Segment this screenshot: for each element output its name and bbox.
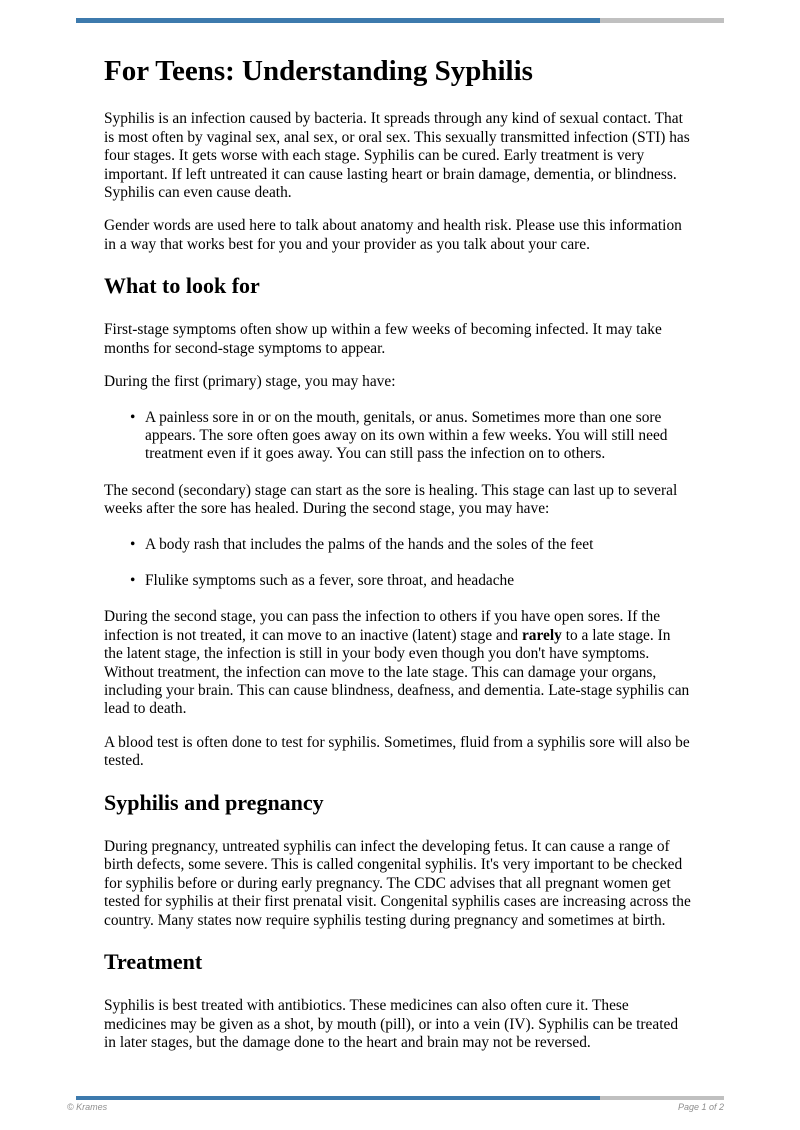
paragraph-blood-test: A blood test is often done to test for syphilis. Sometimes, fluid from a syphilis sore will also be tested. bbox=[104, 733, 690, 770]
bullet-list-secondary-stage bbox=[104, 536, 693, 591]
top-rule-bar bbox=[76, 18, 724, 23]
top-rule-bar-gray-segment bbox=[600, 18, 724, 23]
footer-rule-bar-blue-segment bbox=[76, 1096, 600, 1100]
paragraph-primary-stage-lead: During the first (primary) stage, you may have: bbox=[104, 373, 396, 391]
top-rule-bar-blue-segment bbox=[76, 18, 600, 23]
section-heading-what-to-look-for: What to look for bbox=[104, 273, 260, 299]
list-item-body-rash: • A body rash that includes the palms of the hands and the soles of the feet bbox=[104, 536, 693, 554]
page-title: For Teens: Understanding Syphilis bbox=[104, 55, 533, 87]
paragraph-first-stage-symptoms: First-stage symptoms often show up within a few weeks of becoming infected. It may take months for second-stage symptoms to appear. bbox=[104, 321, 662, 357]
footer-rule-bar bbox=[76, 1096, 724, 1100]
intro-paragraph-2: Gender words are used here to talk about anatomy and health risk. Please use this information in a way that works best for you and your provider as you talk about your care. bbox=[104, 217, 682, 253]
list-item-painless-sore: • A painless sore in or on the mouth, genitals, or anus. Sometimes more than one sore appears. The sore often goes away on its own within a few weeks. You will still need treatment even if it goes away. You can still pass the infection on to others. bbox=[104, 409, 693, 464]
footer-rule-bar-gray-segment bbox=[600, 1096, 724, 1100]
emphasis-rarely: rarely bbox=[521, 626, 562, 644]
section-heading-treatment: Treatment bbox=[104, 948, 203, 974]
paragraph-latent-stage bbox=[104, 608, 693, 718]
section-heading-pregnancy: Syphilis and pregnancy bbox=[104, 789, 324, 815]
page-footer bbox=[67, 1102, 724, 1112]
paragraph-treatment: Syphilis is best treated with antibiotics. These medicines can also often cure it. These medicines may be given as a shot, by mouth (pill), or into a vein (IV). Syphilis can be treated in later stages, but the damage done to the heart and brain may not be reversed. bbox=[104, 997, 679, 1051]
page-number: Page 1 of 2 bbox=[677, 1102, 724, 1112]
paragraph-secondary-stage-lead: The second (secondary) stage can start as the sore is healing. This stage can last up to several weeks after the sore has healed. During the second stage, you may have: bbox=[104, 481, 678, 518]
latent-stage-text-before: During the second stage, you can pass the infection to others if you have open sores. If the infection is not treated, it can move to an inactive (latent) stage and bbox=[104, 608, 661, 644]
paragraph-pregnancy: During pregnancy, untreated syphilis can infect the developing fetus. It can cause a range of birth defects, some severe. This is called congenital syphilis. It's very important to be checked for syphilis before or during early pregnancy. The CDC advises that all pregnant women get tested for syphilis at their first prenatal visit. Congenital syphilis cases are increasing across the country. Many states now require syphilis testing during pregnancy and sometimes at birth. bbox=[104, 837, 691, 929]
document-body bbox=[104, 55, 693, 1067]
intro-paragraph-1: Syphilis is an infection caused by bacteria. It spreads through any kind of sexual contact. That is most often by vaginal sex, anal sex, or oral sex. This sexually transmitted infection (STI) has four stages. It gets worse with each stage. Syphilis can be cured. Early treatment is very important. If left untreated it can cause lasting heart or brain damage, dementia, or blindness. Syphilis can even cause death. bbox=[104, 110, 690, 201]
copyright-text: © Krames bbox=[67, 1102, 108, 1112]
latent-stage-text-after: to a late stage. In the latent stage, the infection is still in your body even though you don't have symptoms. Without treatment, the infection can move to the late stage. This can damage your organs, including your brain. This can cause blindness, deafness, and dementia. Late-stage syphilis can lead to death. bbox=[104, 626, 690, 718]
list-item-flulike-symptoms: • Flulike symptoms such as a fever, sore throat, and headache bbox=[104, 572, 693, 590]
bullet-list-primary-stage bbox=[104, 409, 693, 464]
